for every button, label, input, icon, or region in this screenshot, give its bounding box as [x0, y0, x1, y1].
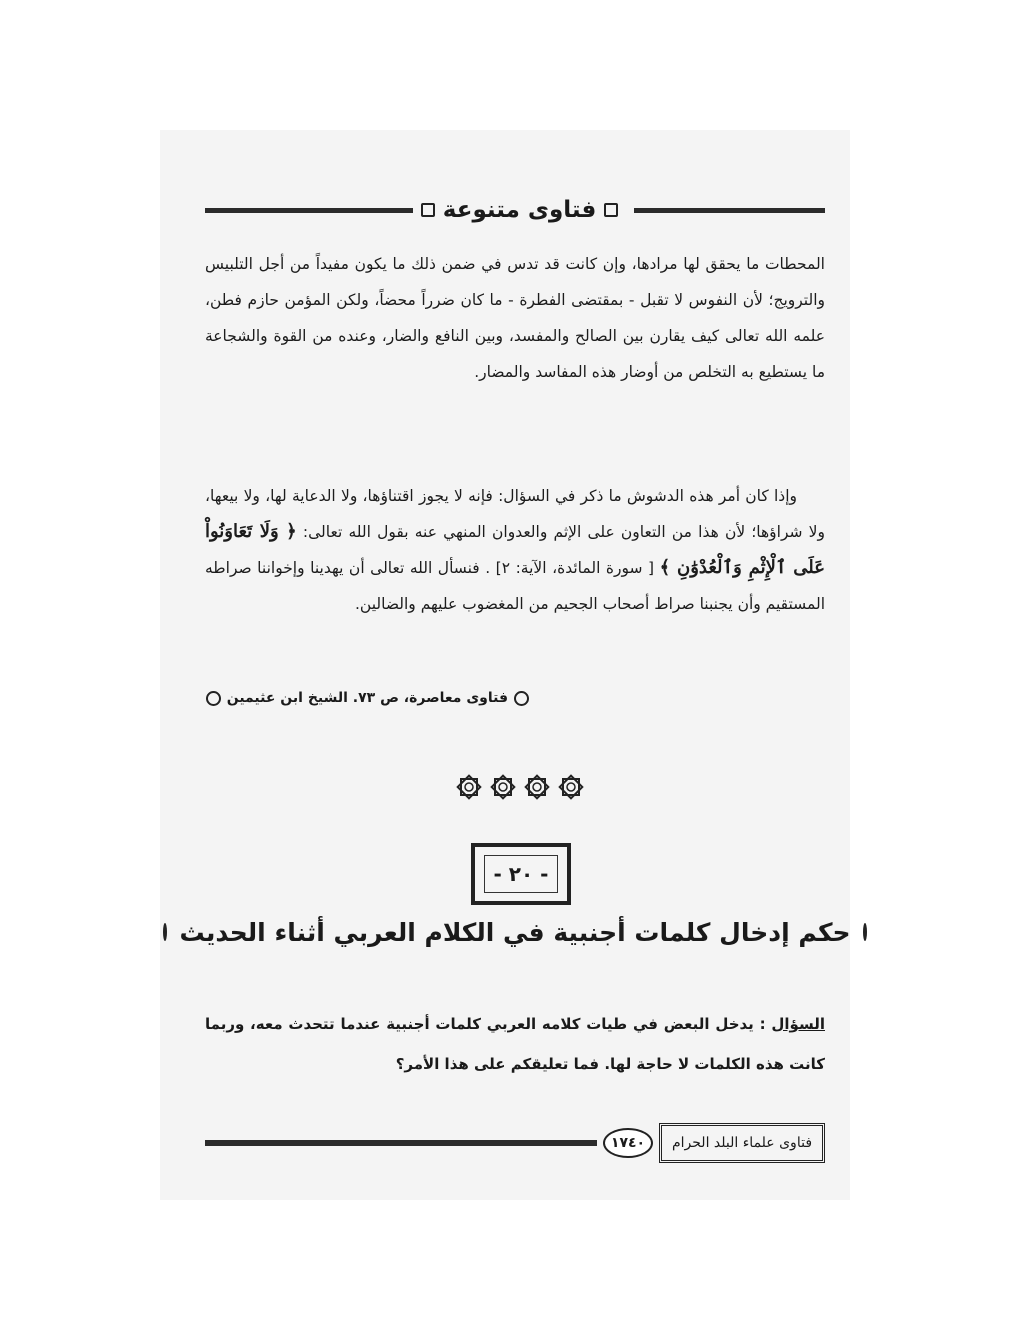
quran-verse: ﴿ وَلَا تَعَاوَنُواْ عَلَى ٱلْإِثْمِ وَٱلْعُدْوَٰنِ ﴾ — [205, 521, 826, 578]
section-divider-ornaments — [455, 770, 585, 804]
source-text: فتاوى معاصرة، ص ٧٣. الشيخ ابن عثيمين — [226, 690, 508, 706]
fatwa-heading — [179, 910, 851, 954]
page-number: ١٧٤٠ — [603, 1128, 653, 1158]
source-citation — [206, 690, 529, 706]
book-title: فتاوى علماء البلد الحرام — [659, 1123, 825, 1163]
circle-bullet-icon — [863, 923, 867, 941]
question-text: : يدخل البعض في طيات كلامه العربي كلمات أجنبية عندما تتحدث معه، وربما كانت هذه الكلمات لا حاجة لها. فما تعليقكم على هذا الأمر؟ — [205, 1015, 825, 1073]
ruling-text: وإذا كان أمر هذه الدشوش ما ذكر في السؤال: فإنه لا يجوز اقتناؤها، ولا الدعاية لها، ولا بيعها، ولا شراؤها؛ لأن هذا من التعاون على الإثم والعدوان المنهي عنه بقول الله تعالى: — [205, 487, 825, 541]
paragraph-continuation: المحطات ما يحقق لها مرادها، وإن كانت قد تدس في ضمن ذلك ما يكون مفيداً من أجل التلبيس والترويج؛ لأن النفوس لا تقبل - بمقتضى الفطرة - ما كان ضرراً محضاً، ولكن المؤمن حازم فطن، علمه الله تعالى كيف يقارن بين الصالح والمفسد، وبين النافع والضار، وعنده من القوة والشجاعة ما يستطيع به التخلص من أوضار هذه المفاسد والمضار. — [205, 255, 825, 381]
star-ornament-icon — [557, 773, 585, 801]
paragraph-ruling — [205, 478, 825, 622]
star-ornament-icon — [455, 773, 483, 801]
question-block — [205, 1004, 825, 1084]
header-rule-right — [634, 208, 825, 213]
running-header — [205, 190, 825, 230]
square-bullet-icon — [604, 203, 618, 217]
header-rule-left — [205, 208, 413, 213]
fatwa-title: حكم إدخال كلمات أجنبية في الكلام العربي أثناء الحديث — [179, 917, 851, 947]
star-ornament-icon — [489, 773, 517, 801]
header-title: فتاوى متنوعة — [442, 197, 597, 223]
verse-reference-and-dua: [ سورة المائدة، الآية: ٢] . فنسأل الله تعالى أن يهدينا وإخواننا صراطه المستقيم وأن يجنبنا صراط أصحاب الجحيم من المغضوب عليهم والضالين. — [205, 559, 825, 613]
footer-rule — [205, 1140, 597, 1146]
question-label: السؤال — [771, 1015, 825, 1033]
fatwa-number-box — [471, 843, 571, 905]
page-footer — [205, 1118, 825, 1168]
star-ornament-icon — [523, 773, 551, 801]
square-bullet-icon — [421, 203, 435, 217]
fatwa-number: - ٢٠ - — [484, 855, 558, 893]
circle-bullet-icon — [514, 691, 529, 706]
circle-bullet-icon — [206, 691, 221, 706]
document-page — [179, 0, 851, 1320]
